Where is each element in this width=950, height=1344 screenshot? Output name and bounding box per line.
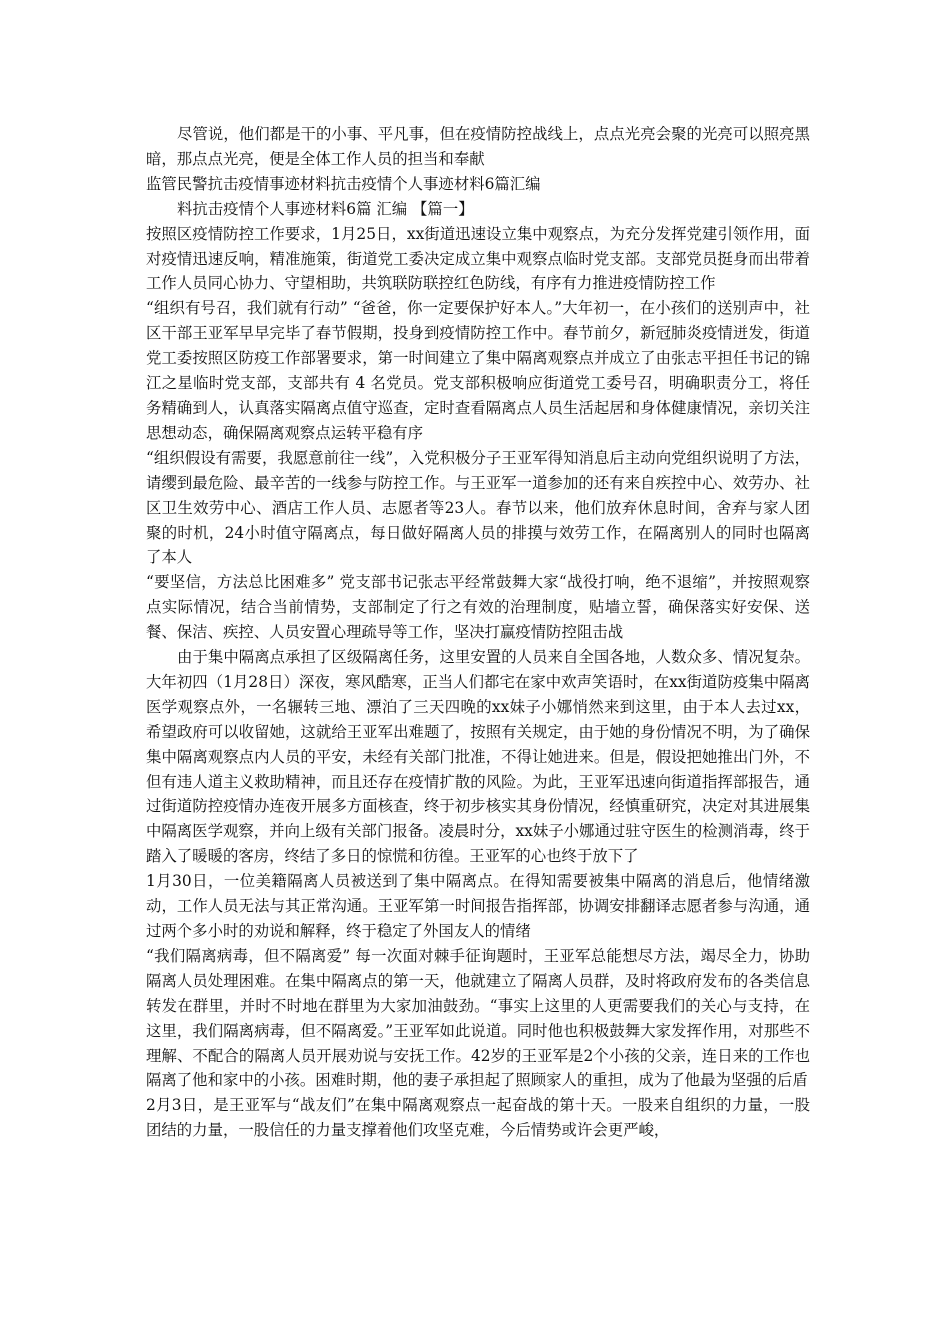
paragraph-intro: 尽管说，他们都是干的小事、平凡事，但在疫情防控战线上，点点光亮会聚的光亮可以照亮黑暗，那点点光亮，便是全体工作人员的担当和奉献 — [146, 125, 810, 168]
paragraph-body: “要坚信，方法总比困难多” 党支部书记张志平经常鼓舞大家“战役打响，绝不退缩”，并按照观察点实际情况，结合当前情势，支部制定了行之有效的治理制度，贴墙立誓，确保落实好安保、送餐、保洁、疾控、人员安置心理疏导等工作，坚决打赢疫情防控阻击战 — [146, 573, 810, 642]
section-heading: 料抗击疫情个人事迹材料6篇 汇编 【篇一】 — [177, 199, 474, 218]
paragraph-body: 1月30日，一位美籍隔离人员被送到了集中隔离点。在得知需要被集中隔离的消息后，他情绪激动，工作人员无法与其正常沟通。王亚军第一时间报告指挥部，协调安排翻译志愿者参与沟通，通过两个多小时的劝说和解释，终于稳定了外国友人的情绪 — [146, 872, 810, 940]
paragraph-body: 按照区疫情防控工作要求，1月25日，xx街道迅速设立集中观察点，为充分发挥党建引领作用，面对疫情迅速反响，精准施策，街道党工委决定成立集中观察点临时党支部。支部党员挺身而出带着工作人员同心协力、守望相助，共筑联防联控红色防线，有序有力推进疫情防控工作 — [146, 224, 810, 293]
paragraph-body: 2月3日，是王亚军与“战友们”在集中隔离观察点一起奋战的第十天。一股来自组织的力量，一股团结的力量，一股信任的力量支撑着他们攻坚克难，今后情势或许会更严峻， — [146, 1096, 810, 1140]
paragraph-body: “组织有号召，我们就有行动” “爸爸，你一定要保护好本人。”大年初一，在小孩们的送别声中，社区干部王亚军早早完毕了春节假期，投身到疫情防控工作中。春节前夕，新冠肺炎疫情迸发，街道党工委按照区防疫工作部署要求，第一时间建立了集中隔离观察点并成立了由张志平担任书记的锦江之星临时党支部，支部共有 4 名党员。党支部积极响应街道党工委号召，明确职责分工，将任务精确到人，认真落实隔离点值守巡查，定时查看隔离点人员生活起居和身体健康情况，亲切关注思想动态，确保隔离观察点运转平稳有序 — [146, 299, 810, 442]
paragraph-body: 由于集中隔离点承担了区级隔离任务，这里安置的人员来自全国各地，人数众多、情况复杂。大年初四（1月28日）深夜，寒风酷寒，正当人们都宅在家中欢声笑语时，在xx街道防疫集中隔离医学观察点外，一名辗转三地、漂泊了三天四晚的xx妹子小娜悄然来到这里，由于本人去过xx，希望政府可以收留她，这就给王亚军出难题了，按照有关规定，由于她的身份情况不明，为了确保集中隔离观察点内人员的平安，未经有关部门批准，不得让她进来。但是，假设把她推出门外，不但有违人道主义救助精神，而且还存在疫情扩散的风险。为此，王亚军迅速向街道指挥部报告，通过街道防控疫情办连夜开展多方面核查，终于初步核实其身份情况，经慎重研究，决定对其进展集中隔离医学观察，并向上级有关部门报备。凌晨时分，xx妹子小娜通过驻守医生的检测消毒，终于踏入了暖暖的客房，终结了多日的惊慌和彷徨。王亚军的心也终于放下了 — [146, 648, 810, 866]
document-page — [146, 122, 810, 1143]
paragraph-body: “组织假设有需要，我愿意前往一线”，入党积极分子王亚军得知消息后主动向党组织说明了方法，请缨到最危险、最辛苦的一线参与防控工作。与王亚军一道参加的还有来自疾控中心、效劳办、社区卫生效劳中心、酒店工作人员、志愿者等23人。春节以来，他们放弃休息时间，舍弃与家人团聚的时机，24小时值守隔离点，每日做好隔离人员的排摸与效劳工作，在隔离别人的同时也隔离了本人 — [146, 448, 810, 567]
paragraph-body: “我们隔离病毒，但不隔离爱” 每一次面对棘手征询题时，王亚军总能想尽方法，竭尽全力，协助隔离人员处理困难。在集中隔离点的第一天，他就建立了隔离人员群，及时将政府发布的各类信息转发在群里，并时不时地在群里为大家加油鼓劲。“事实上这里的人更需要我们的关心与支持，在这里，我们隔离病毒，但不隔离爱。”王亚军如此说道。同时他也积极鼓舞大家发挥作用，对那些不理解、不配合的隔离人员开展劝说与安抚工作。42岁的王亚军是2个小孩的父亲，连日来的工作也隔离了他和家中的小孩。困难时期，他的妻子承担起了照顾家人的重担，成为了他最为坚强的后盾 — [146, 946, 810, 1090]
document-title: 监管民警抗击疫情事迹材料抗击疫情个人事迹材料6篇汇编 — [146, 174, 541, 193]
